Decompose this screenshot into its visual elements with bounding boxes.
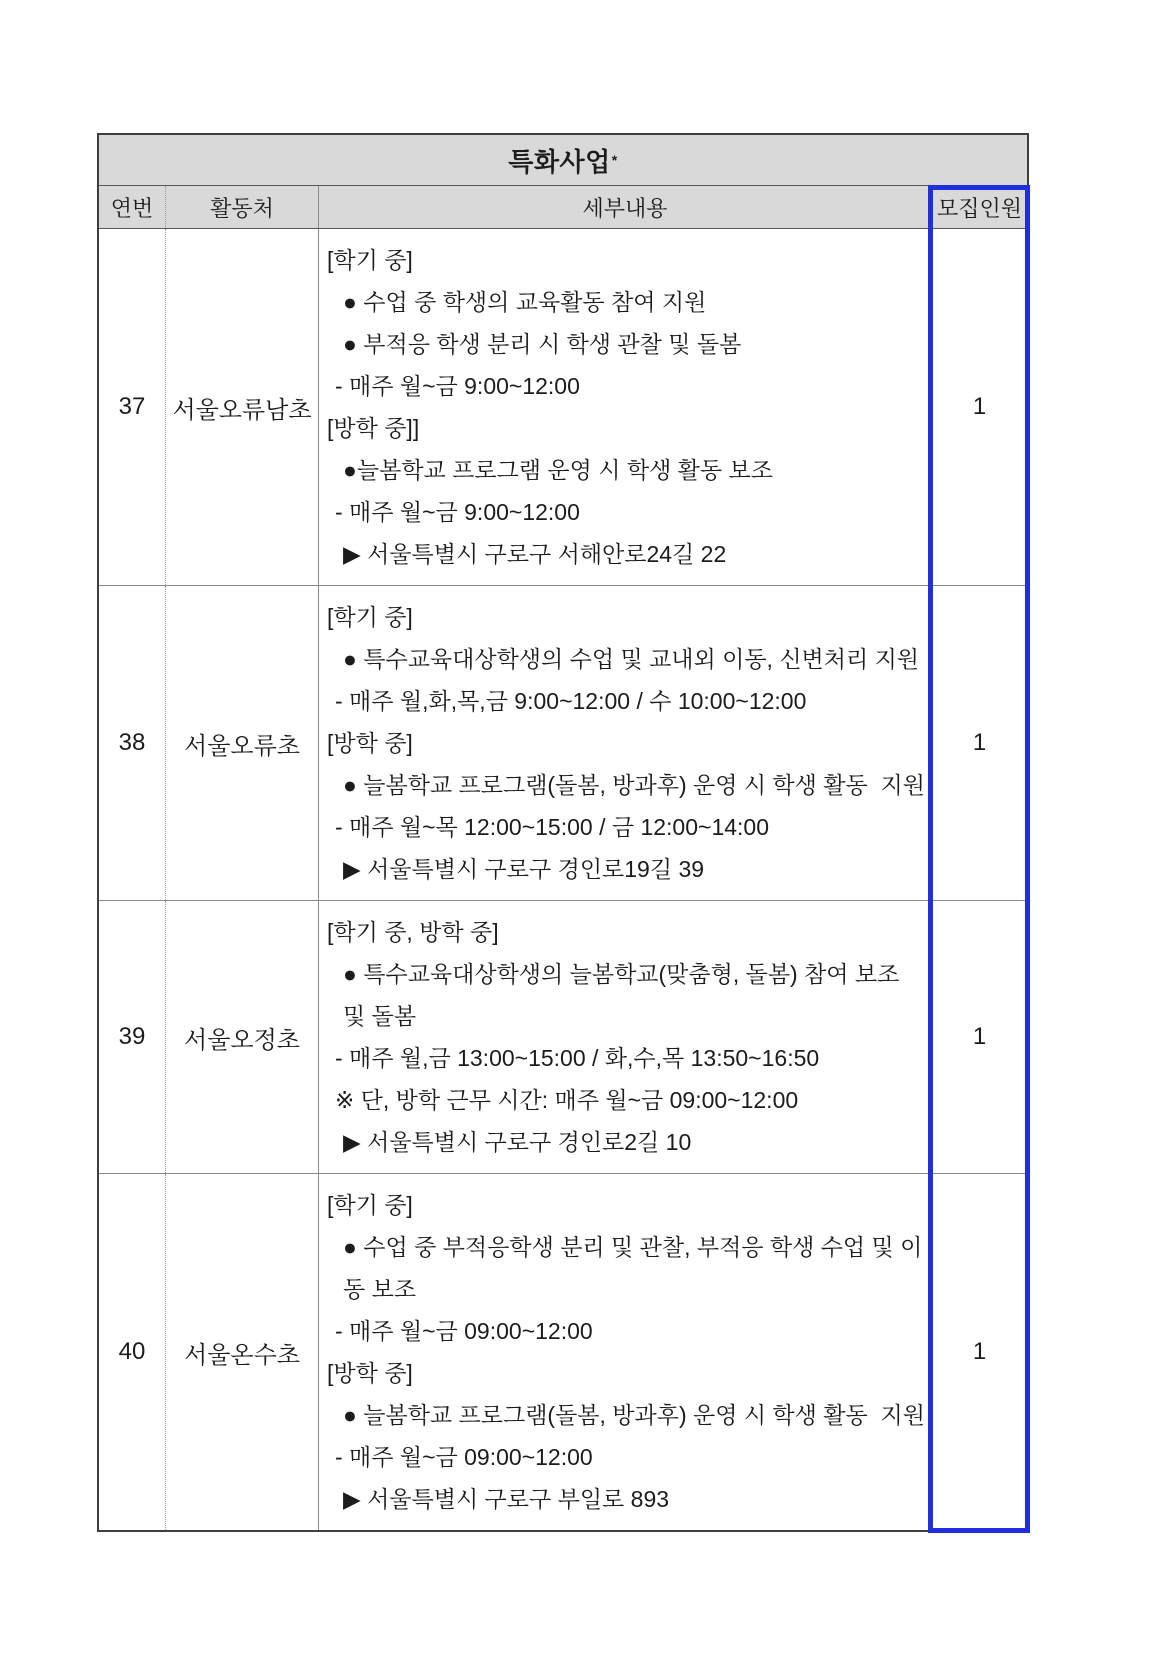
table-body xyxy=(99,229,1027,1530)
row-place: 서울오정초 xyxy=(166,901,319,1173)
row-place: 서울오류남초 xyxy=(166,229,319,585)
detail-line: ▶ 서울특별시 구로구 부일로 893 xyxy=(343,1486,670,1512)
program-table xyxy=(97,133,1029,1532)
row-count: 1 xyxy=(972,393,987,420)
row-place: 서울온수초 xyxy=(166,1174,319,1530)
detail-line: - 매주 월~금 09:00~12:00 xyxy=(335,1444,593,1470)
row-number: 37 xyxy=(99,229,166,585)
detail-line: [학기 중] xyxy=(327,1192,413,1218)
detail-line: ● 특수교육대상학생의 수업 및 교내외 이동, 신변처리 지원 xyxy=(343,646,920,672)
column-header-count: 모집인원 xyxy=(936,195,1022,221)
row-details xyxy=(319,1174,932,1530)
table-row xyxy=(99,586,1027,901)
row-count: 1 xyxy=(972,729,987,756)
detail-line: [방학 중] xyxy=(327,1360,413,1386)
column-header-details: 세부내용 xyxy=(319,186,932,228)
detail-line: ● 늘봄학교 프로그램(돌봄, 방과후) 운영 시 학생 활동 지원 xyxy=(343,1402,925,1428)
detail-line: ▶ 서울특별시 구로구 서해안로24길 22 xyxy=(343,541,727,567)
detail-line: - 매주 월~금 9:00~12:00 xyxy=(335,499,580,525)
detail-line: ●늘봄학교 프로그램 운영 시 학생 활동 보조 xyxy=(343,457,773,483)
detail-line: [학기 중] xyxy=(327,247,413,273)
detail-line: [학기 중] xyxy=(327,604,413,630)
detail-line: [방학 중] xyxy=(327,730,413,756)
column-header-place: 활동처 xyxy=(166,186,319,228)
row-count: 1 xyxy=(972,1338,987,1365)
detail-line: ● 수업 중 학생의 교육활동 참여 지원 xyxy=(343,289,707,315)
table-title-asterisk: * xyxy=(611,152,618,168)
detail-line: [방학 중]] xyxy=(327,415,420,441)
row-details xyxy=(319,901,932,1173)
column-header-no: 연번 xyxy=(99,186,166,228)
detail-line: - 매주 월,화,목,금 9:00~12:00 / 수 10:00~12:00 xyxy=(335,688,807,714)
table-title-row xyxy=(99,135,1027,186)
detail-line: [학기 중, 방학 중] xyxy=(327,919,499,945)
detail-line: ▶ 서울특별시 구로구 경인로19길 39 xyxy=(343,856,705,882)
row-count: 1 xyxy=(972,1023,987,1050)
row-details xyxy=(319,586,932,900)
row-number: 39 xyxy=(99,901,166,1173)
detail-line: - 매주 월~목 12:00~15:00 / 금 12:00~14:00 xyxy=(335,814,769,840)
table-row xyxy=(99,901,1027,1174)
table-row xyxy=(99,229,1027,586)
detail-line: ※ 단, 방학 근무 시간: 매주 월~금 09:00~12:00 xyxy=(335,1087,799,1113)
detail-line: ▶ 서울특별시 구로구 경인로2길 10 xyxy=(343,1129,692,1155)
detail-line: ● 특수교육대상학생의 늘봄학교(맞춤형, 돌봄) 참여 보조 및 돌봄 xyxy=(343,961,906,1029)
table-row xyxy=(99,1174,1027,1530)
detail-line: - 매주 월~금 9:00~12:00 xyxy=(335,373,580,399)
row-details xyxy=(319,229,932,585)
row-place: 서울오류초 xyxy=(166,586,319,900)
row-number: 38 xyxy=(99,586,166,900)
row-number: 40 xyxy=(99,1174,166,1530)
detail-line: - 매주 월,금 13:00~15:00 / 화,수,목 13:50~16:50 xyxy=(335,1045,820,1071)
detail-line: ● 늘봄학교 프로그램(돌봄, 방과후) 운영 시 학생 활동 지원 xyxy=(343,772,925,798)
detail-line: - 매주 월~금 09:00~12:00 xyxy=(335,1318,593,1344)
table-title: 특화사업 xyxy=(508,146,611,177)
detail-line: ● 부적응 학생 분리 시 학생 관찰 및 돌봄 xyxy=(343,331,742,357)
table-header-row xyxy=(99,186,1027,229)
detail-line: ● 수업 중 부적응학생 분리 및 관찰, 부적응 학생 수업 및 이동 보조 xyxy=(343,1234,923,1302)
